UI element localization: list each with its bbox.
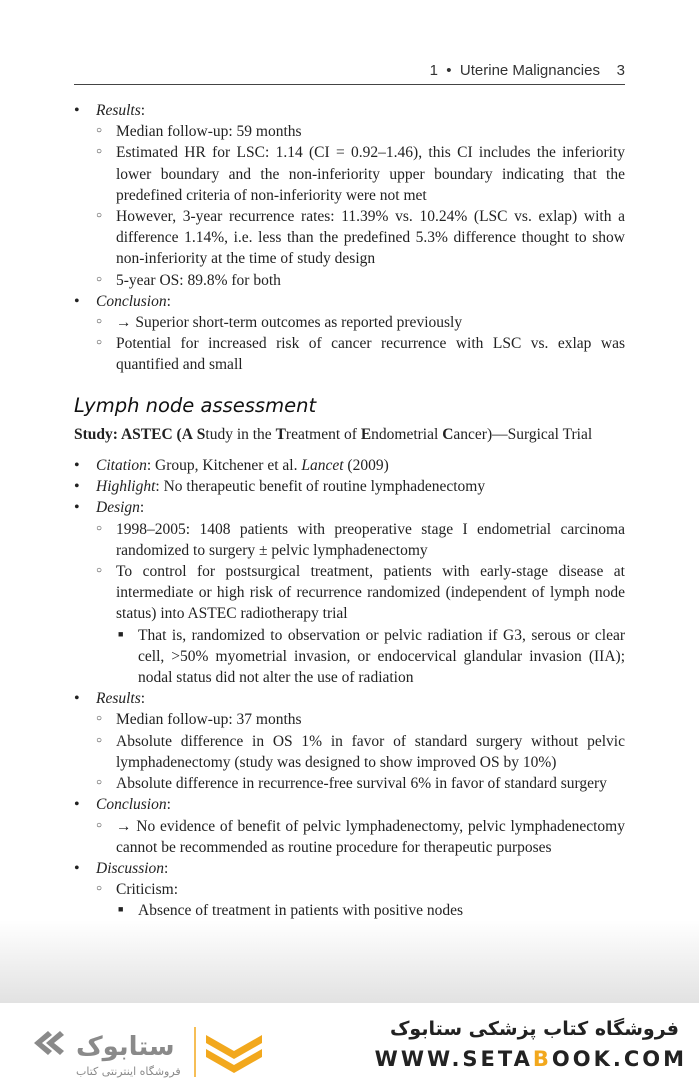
list-item: ○ However, 3-year recurrence rates: 11.39% vs. 10.24% (LSC vs. exlap) with a difference 1.14%, i.e. less than the predefined 5.3% difference thought to show non-inferiority at the time of study design: [96, 206, 625, 270]
bottom-fade: [0, 920, 699, 1010]
book-icon: [206, 1035, 262, 1073]
results-label: Results: [96, 690, 141, 708]
logo-tagline: فروشگاه اینترنتی کتاب: [76, 1065, 181, 1078]
list-item: ○ → No evidence of benefit of pelvic lymphadenectomy, pelvic lymphadenectomy cannot be recommended as routine procedure for therapeutic purposes: [96, 816, 625, 858]
study-title: Study: ASTEC (A Study in the Treatment of Endometrial Cancer)—Surgical Trial: [74, 425, 593, 443]
highlight-item: • Highlight: No therapeutic benefit of routine lymphadenectomy: [74, 476, 625, 497]
section-heading: Lymph node assessment: [74, 393, 317, 417]
conclusion-label: Conclusion: [96, 796, 167, 814]
discussion-item: • Discussion: ○ Criticism: ■ Absence of treatment in patients with positive nodes: [74, 858, 625, 922]
list-item: ○ Absolute difference in recurrence-free survival 6% in favor of standard surgery: [96, 773, 625, 794]
results-item: • Results: ○ Median follow-up: 59 months ○ Estimated HR for LSC: 1.14 (CI = 0.92–1.46), this CI includes the inferiority lower boundary and the non-inferiority upper boundary indicating that the predefined criteria of non-inferiority were not met ○ However, 3-year recurrence rates: 11.39% vs. 10.24% (LSC vs. exlap) with a difference 1.14%, i.e. less than the predefined 5.3% difference thought to show non-inferiority at the time of study design ○ 5-year OS: 89.8% for both: [74, 100, 625, 291]
list-item: ○ 1998–2005: 1408 patients with preoperative stage I endometrial carcinoma randomized to surgery ± pelvic lymphadenectomy: [96, 519, 625, 561]
running-head: [430, 62, 625, 79]
list-item: ○ Estimated HR for LSC: 1.14 (CI = 0.92–1.46), this CI includes the inferiority lower boundary and the non-inferiority upper boundary indicating that the predefined criteria of non-inferiority were not met: [96, 142, 625, 206]
citation-item: • Citation: Group, Kitchener et al. Lancet (2009): [74, 455, 625, 476]
sub-list-item: ■ Absence of treatment in patients with positive nodes: [116, 900, 625, 921]
conclusion-item: • Conclusion: ○ → No evidence of benefit of pelvic lymphadenectomy, pelvic lymphadenectomy cannot be recommended as routine procedure for therapeutic purposes: [74, 794, 625, 858]
page-header: [74, 60, 625, 85]
list-item: ○ → Superior short-term outcomes as reported previously: [96, 312, 625, 333]
store-name: فروشگاه کتاب پزشکی ستابوک: [389, 1018, 679, 1040]
list-item: ○ Criticism: ■ Absence of treatment in patients with positive nodes: [96, 879, 625, 921]
setabook-logo: [30, 1021, 270, 1081]
design-item: • Design: ○ 1998–2005: 1408 patients with preoperative stage I endometrial carcinoma randomized to surgery ± pelvic lymphadenectomy ○ To control for postsurgical treatment, patients with early-stage disease at intermediate or high risk of recurrence randomized (independent of lymph node status) into ASTEC radiotherapy trial ■ That is, randomized to observation or pelvic radiation if G3, serous or clear cell, >50% myometrial invasion, or endocervical glandular invasion (IIA); nodal status did not alter the use of radiation: [74, 497, 625, 688]
page-body: [74, 100, 625, 922]
conclusion-label: Conclusion: [96, 292, 167, 310]
watermark-footer: [0, 1003, 699, 1080]
header-bullet: •: [446, 62, 452, 79]
journal-name: Lancet: [301, 457, 344, 475]
list-item: ○ Median follow-up: 59 months: [96, 121, 625, 142]
chapter-title: Uterine Malignancies: [459, 62, 600, 79]
results-item: • Results: ○ Median follow-up: 37 months ○ Absolute difference in OS 1% in favor of standard surgery without pelvic lymphadenectomy (study was designed to show improved OS by 10%) ○ Absolute difference in recurrence-free survival 6% in favor of standard surgery: [74, 688, 625, 794]
section2-list: [74, 455, 625, 921]
section1-list: [74, 100, 625, 376]
conclusion-item: • Conclusion: ○ → Superior short-term outcomes as reported previously ○ Potential for increased risk of cancer recurrence with LSC vs. exlap was quantified and small: [74, 291, 625, 376]
results-label: Results: [96, 102, 141, 119]
sub-list-item: ■ That is, randomized to observation or pelvic radiation if G3, serous or clear cell, >50% myometrial invasion, or endocervical glandular invasion (IIA); nodal status did not alter the use of radiation: [116, 625, 625, 689]
list-item: ○ To control for postsurgical treatment, patients with early-stage disease at intermediate or high risk of recurrence randomized (independent of lymph node status) into ASTEC radiotherapy trial ■ That is, randomized to observation or pelvic radiation if G3, serous or clear cell, >50% myometrial invasion, or endocervical glandular invasion (IIA); nodal status did not alter the use of radiation: [96, 561, 625, 688]
discussion-label: Discussion: [96, 859, 165, 877]
logo-text: ستابوک: [76, 1032, 175, 1062]
store-url: WWW.SETABOOK.COM: [374, 1047, 687, 1071]
list-item: ○ 5-year OS: 89.8% for both: [96, 270, 625, 291]
list-item: ○ Absolute difference in OS 1% in favor of standard surgery without pelvic lymphadenectomy (study was designed to show improved OS by 10%): [96, 731, 625, 773]
design-label: Design: [96, 499, 140, 517]
list-item: ○ Median follow-up: 37 months: [96, 709, 625, 730]
list-item: ○ Potential for increased risk of cancer recurrence with LSC vs. exlap was quantified and small: [96, 333, 625, 375]
page-number: 3: [616, 62, 625, 79]
chapter-number: 1: [429, 62, 438, 79]
